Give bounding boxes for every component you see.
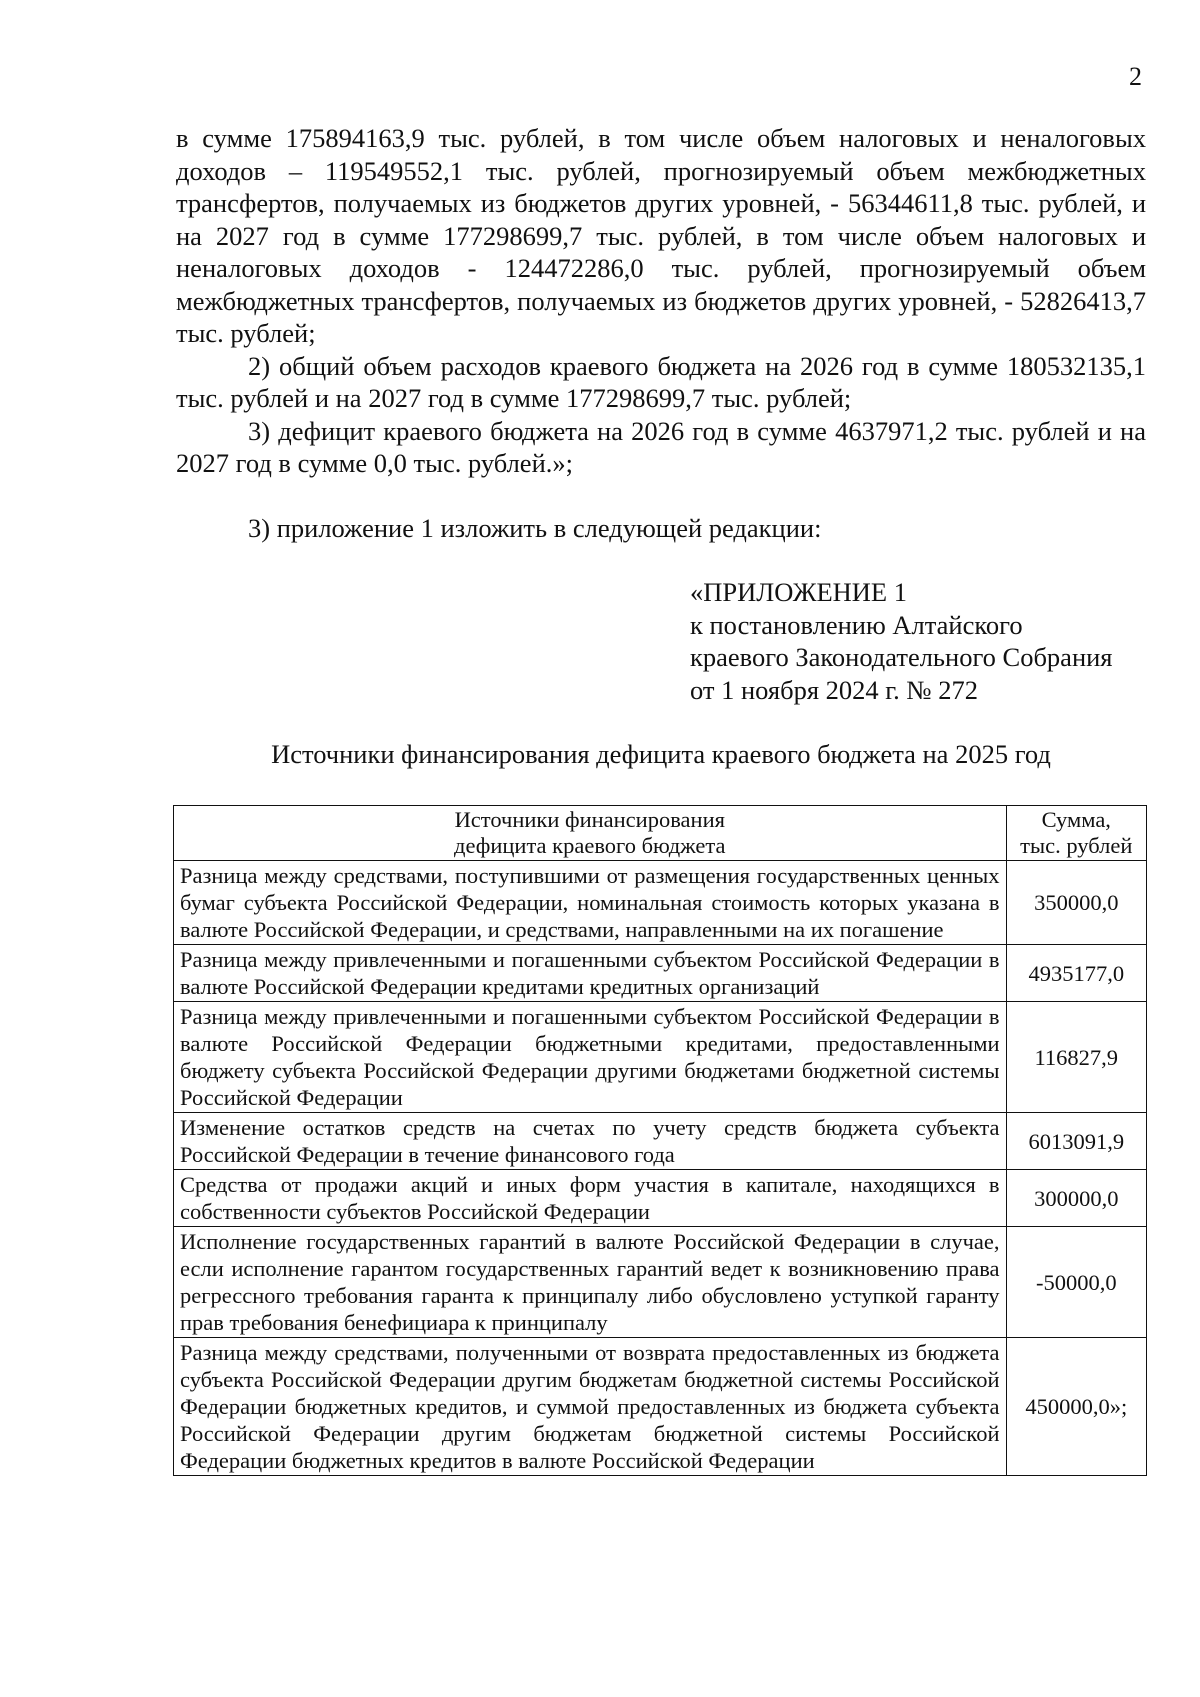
row-description: Изменение остатков средств на счетах по учету средств бюджета субъекта Российской Федерации в течение финансового года [174,1113,1007,1170]
row-description: Разница между средствами, поступившими от размещения государственных ценных бумаг субъекта Российской Федерации, номинальная стоимость которых указана в валюте Российской Федерации, и средствами, направленными на их погашение [174,861,1007,945]
appendix-reference-line: к постановлению Алтайского [690,609,1023,640]
table-row [174,1170,1147,1227]
column-header-sources: Источники финансирования дефицита краевого бюджета [174,806,1007,861]
row-description: Разница между привлеченными и погашенными субъектом Российской Федерации в валюте Российской Федерации бюджетными кредитами, предоставленными бюджету субъекта Российской Федерации другими бюджетами бюджетной системы Российской Федерации [174,1002,1007,1113]
table-row [174,861,1147,945]
table-row [174,1113,1147,1170]
appendix-heading-block [690,576,1113,706]
page-number: 2 [1129,62,1142,91]
row-description: Средства от продажи акций и иных форм участия в капитале, находящихся в собственности субъектов Российской Федерации [174,1170,1007,1227]
row-amount: 6013091,9 [1006,1113,1146,1170]
row-description: Разница между средствами, полученными от возврата предоставленных из бюджета субъекта Российской Федерации другим бюджетам бюджетной системы Российской Федерации бюджетных кредитов, и суммой предоставленных из бюджета субъекта Российской Федерации другим бюджетам бюджетной системы Российской Федерации бюджетных кредитов в валюте Российской Федерации [174,1338,1007,1476]
table-header-row [174,806,1147,861]
financing-sources-table [173,805,1147,1476]
appendix-reference-date: от 1 ноября 2024 г. № 272 [690,674,979,705]
row-amount: -50000,0 [1006,1227,1146,1338]
row-amount: 4935177,0 [1006,945,1146,1002]
table-title: Источники финансирования дефицита краевого бюджета на 2025 год [271,739,1051,769]
row-amount: 300000,0 [1006,1170,1146,1227]
body-text [176,122,1146,544]
table-row [174,1338,1147,1476]
table-row [174,1227,1147,1338]
row-description: Разница между привлеченными и погашенными субъектом Российской Федерации в валюте Российской Федерации кредитами кредитных организаций [174,945,1007,1002]
paragraph-expenditure: 2) общий объем расходов краевого бюджета на 2026 год в сумме 180532135,1 тыс. рублей и на 2027 год в сумме 177298699,7 тыс. рублей; [176,350,1146,413]
appendix-reference-line: краевого Законодательного Собрания [690,642,1113,672]
paragraph-revenue-continuation: в сумме 175894163,9 тыс. рублей, в том числе объем налоговых и неналоговых доходов – 119549552,1 тыс. рублей, прогнозируемый объем межбюджетных трансфертов, получаемых из бюджетов других уровней, - 56344611,8 тыс. рублей, и на 2027 год в сумме 177298699,7 тыс. рублей, в том числе объем налоговых и неналоговых доходов - 124472286,0 тыс. рублей, прогнозируемый объем межбюджетных трансфертов, получаемых из бюджетов других уровней, - 52826413,7 тыс. рублей; [176,123,1146,348]
paragraph-appendix-instruction: 3) приложение 1 изложить в следующей редакции: [248,512,822,543]
paragraph-deficit: 3) дефицит краевого бюджета на 2026 год в сумме 4637971,2 тыс. рублей и на 2027 год в сумме 0,0 тыс. рублей.»; [176,415,1146,478]
row-amount: 116827,9 [1006,1002,1146,1113]
table-row [174,1002,1147,1113]
appendix-title: «ПРИЛОЖЕНИЕ 1 [690,577,907,607]
table-row [174,945,1147,1002]
row-amount: 450000,0»; [1006,1338,1146,1476]
row-amount: 350000,0 [1006,861,1146,945]
column-header-amount: Сумма, тыс. рублей [1006,806,1146,861]
row-description: Исполнение государственных гарантий в валюте Российской Федерации в случае, если исполнение гарантом государственных гарантий ведет к возникновению права регрессного требования гаранта к принципалу либо обусловлено уступкой гаранту прав требования бенефициара к принципалу [174,1227,1007,1338]
